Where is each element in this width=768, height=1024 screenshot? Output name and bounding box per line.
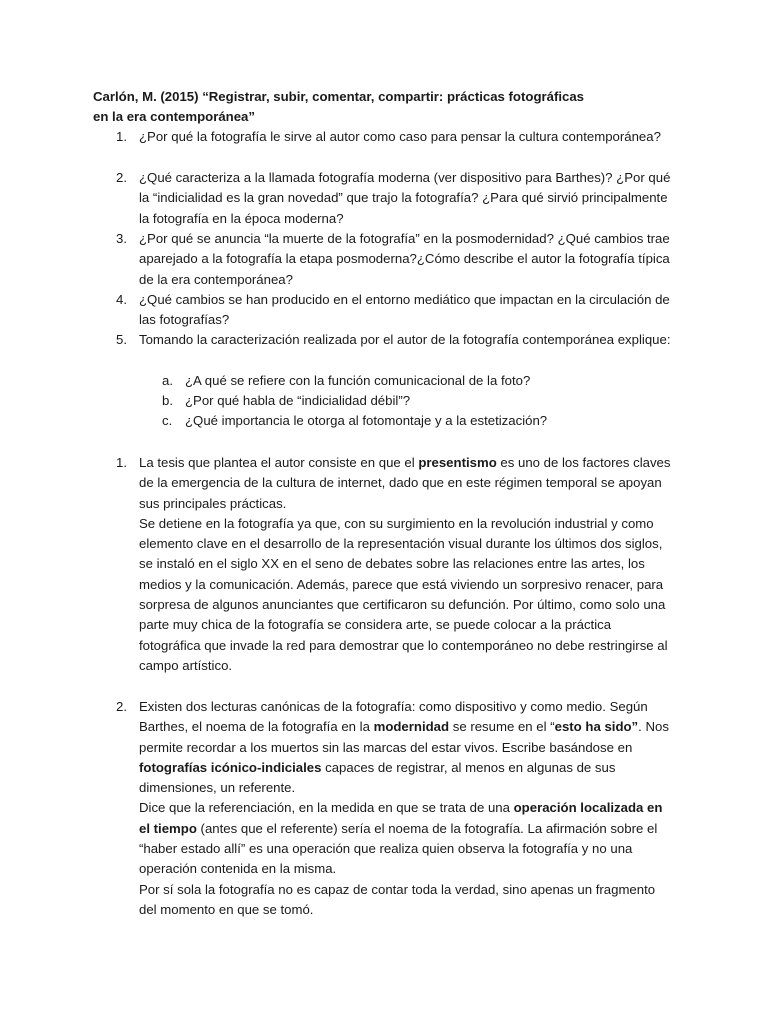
answer-keyword: operación localizada en el tiempo	[139, 800, 663, 836]
answer-text: La tesis que plantea el autor consiste en que el	[139, 455, 419, 470]
subquestion-letter: a.	[162, 373, 173, 388]
title-line-2: en la era contemporánea”	[93, 109, 255, 124]
answer-body	[139, 453, 675, 676]
answer-text: . Nos permite recordar a los muertos sin las marcas del estar vivos. Escribe basándose en	[139, 719, 669, 755]
question-number: 4.	[116, 292, 127, 307]
answer-paragraph	[139, 697, 675, 798]
answer-text: se resume en el “	[449, 719, 555, 735]
answer-keyword: presentismo	[418, 455, 497, 470]
subquestion-letter: c.	[162, 413, 173, 428]
question-text: ¿Por qué se anuncia “la muerte de la fotografía” en la posmodernidad? ¿Qué cambios trae aparejado a la fotografía la etapa posmoderna?¿Cómo describe el autor la fotografía típica de la era contemporánea?	[139, 231, 670, 287]
answer-paragraph	[139, 798, 675, 879]
answer-number: 2.	[116, 699, 127, 714]
question-text: ¿Por qué la fotografía le sirve al autor como caso para pensar la cultura contemporánea?	[139, 129, 661, 144]
question-number: 5.	[116, 332, 127, 347]
answer-text: es uno de los factores claves de la emergencia de la cultura de internet, dado que en este régimen temporal se apoyan sus principales prácticas.	[139, 455, 671, 511]
subquestion-text: ¿Qué importancia le otorga al fotomontaje y a la estetización?	[185, 413, 548, 428]
answer-body	[139, 697, 675, 920]
title-line-1: Carlón, M. (2015) “Registrar, subir, comentar, compartir: prácticas fotográficas	[93, 89, 585, 104]
answer-text: Existen dos lecturas canónicas de la fotografía: como dispositivo y como medio. Según Barthes, el noema de la fotografía en la	[139, 699, 648, 735]
question-number: 2.	[116, 170, 127, 185]
answer-paragraph: Se detiene en la fotografía ya que, con su surgimiento en la revolución industrial y como elemento clave en el desarrollo de la representación visual durante los últimos dos siglos, se instaló en el siglo XX en el seno de debates sobre las relaciones entre las artes, los medios y la comunicación. Además, parece que está viviendo un sorpresivo renacer, para sorpresa de algunos anunciantes que certificaron su defunción. Por último, como solo una parte muy chica de la fotografía se considera arte, se puede colocar a la práctica fotográfica que invade la red para demostrar que lo contemporáneo no debe restringirse al campo artístico.	[139, 515, 668, 673]
question-text: ¿Qué caracteriza a la llamada fotografía moderna (ver dispositivo para Barthes)? ¿Por qué la “indicialidad es la gran novedad” que trajo la fotografía? ¿Para qué sirvió principalmente la fotografía en la época moderna?	[139, 170, 671, 226]
question-text: ¿Qué cambios se han producido en el entorno mediático que impactan en la circulación de las fotografías?	[139, 292, 670, 328]
question-number: 1.	[116, 129, 127, 144]
answer-keyword: fotografías icónico-indiciales	[139, 759, 322, 775]
answer-keyword: modernidad	[373, 719, 450, 735]
answer-number: 1.	[116, 455, 127, 470]
subquestion-text: ¿Por qué habla de “indicialidad débil”?	[185, 393, 411, 408]
answer-paragraph	[139, 453, 675, 514]
answer-paragraph: Por sí sola la fotografía no es capaz de contar toda la verdad, sino apenas un fragmento del momento en que se tomó.	[139, 881, 656, 917]
subquestion-text: ¿A qué se refiere con la función comunicacional de la foto?	[185, 373, 531, 388]
subquestion-letter: b.	[162, 393, 173, 408]
answer-text: capaces de registrar, al menos en algunas de sus dimensiones, un referente.	[139, 759, 616, 796]
question-number: 3.	[116, 231, 127, 246]
question-text: Tomando la caracterización realizada por el autor de la fotografía contemporánea explique:	[139, 332, 671, 347]
answer-keyword: esto ha sido”	[554, 719, 639, 735]
answer-text: Dice que la referenciación, en la medida en que se trata de una	[139, 800, 514, 816]
answer-text: (antes que el referente) sería el noema de la fotografía. La afirmación sobre el “haber estado allí” es una operación que realiza quien observa la fotografía y no una operación contenida en la misma.	[139, 820, 658, 877]
document-title	[93, 87, 653, 127]
